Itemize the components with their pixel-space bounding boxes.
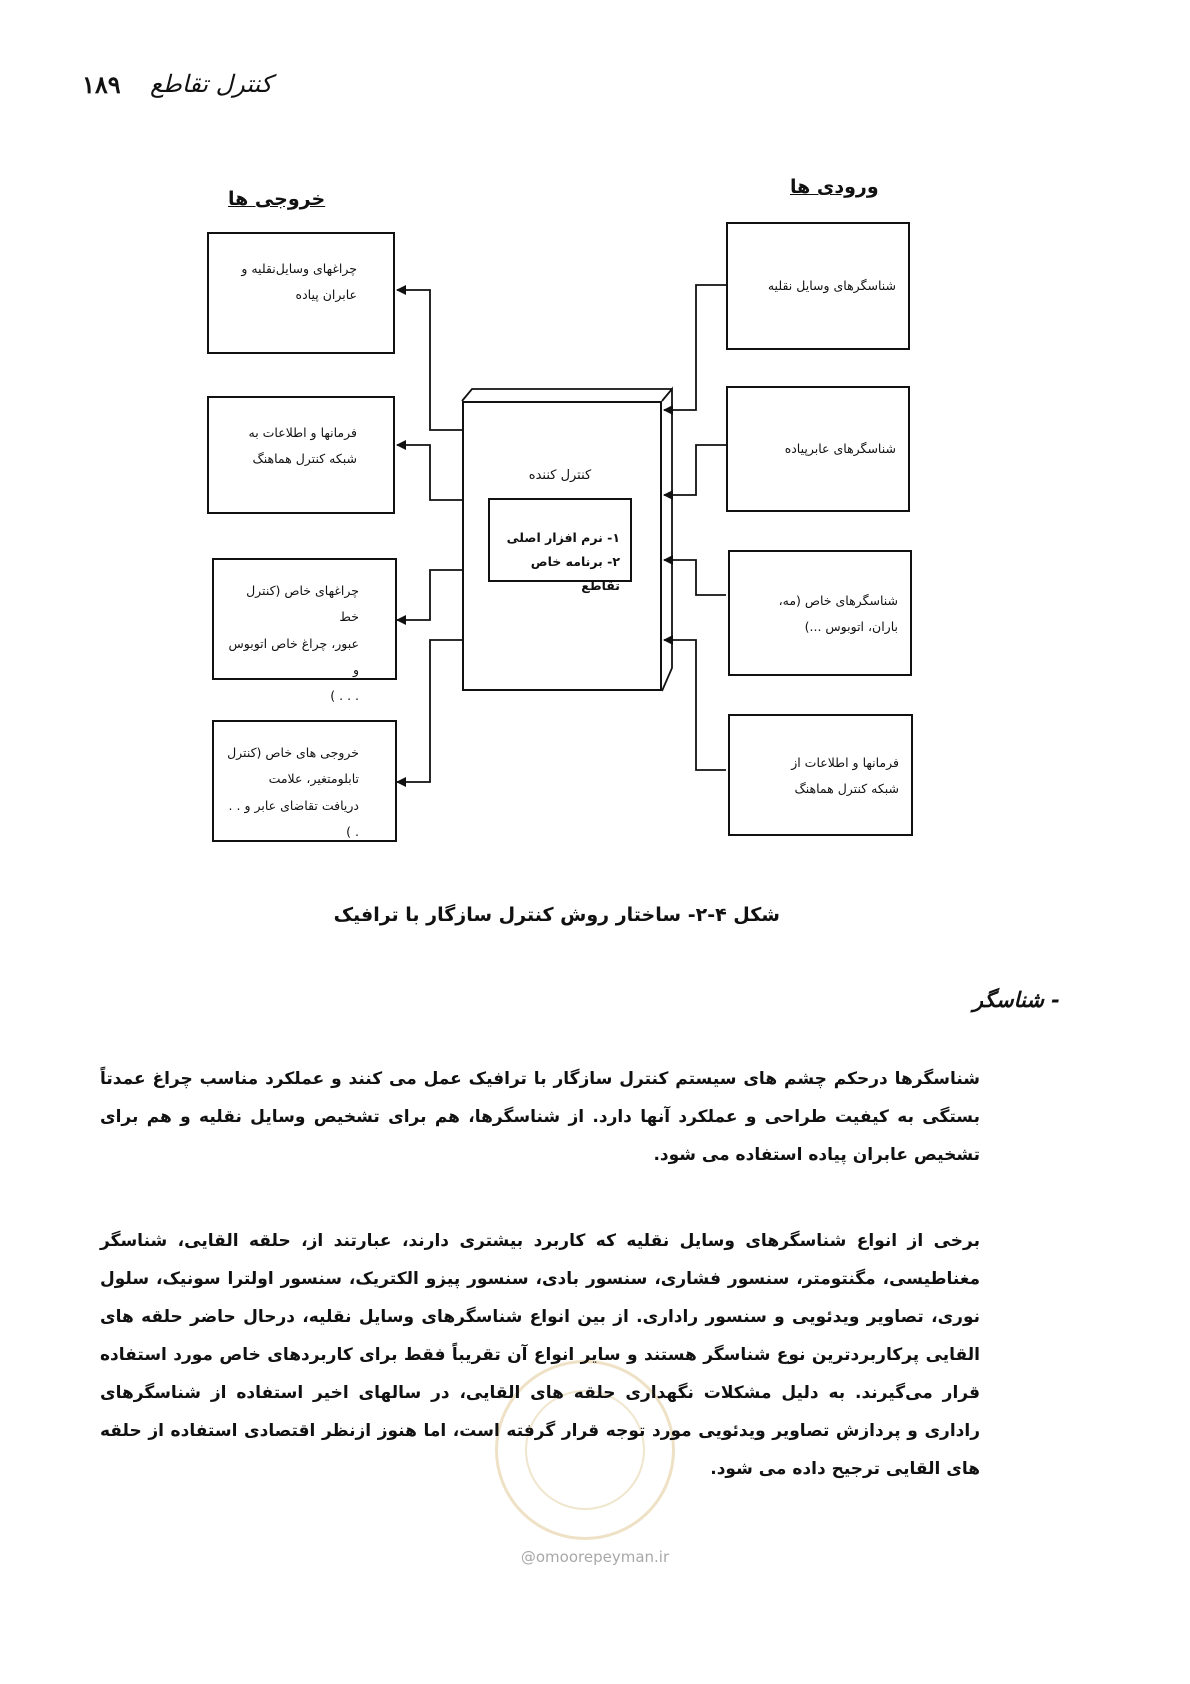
input-box-special-detectors: [728, 550, 912, 676]
output-line: فرمانها و اطلاعات به: [248, 425, 357, 440]
inputs-title: ورودی ها: [790, 176, 879, 198]
running-header-title: کنترل تقاطع: [150, 70, 273, 98]
watermark-text: @omoorepeyman.ir: [520, 1548, 670, 1566]
output-box-special-outputs: [212, 720, 397, 842]
output-line: شبکه کنترل هماهنگ: [252, 451, 357, 467]
input-box-network-commands: [728, 714, 913, 836]
body-paragraph: شناسگرها درحکم چشم های سیستم کنترل سازگار با ترافیک عمل می کنند و عملکرد مناسب چراغ عمدتاً بستگی به کیفیت طراحی و عملکرد آنها دارد. از شناسگرها، هم برای تشخیص وسایل نقلیه و هم برای تشخیص عابران پیاده استفاده می شود.: [100, 1069, 980, 1165]
input-line: شناسگرهای عابرپیاده: [784, 440, 896, 456]
output-line: تابلومتغیر، علامت: [268, 771, 359, 787]
input-line: باران، اتوبوس ...): [804, 619, 898, 635]
controller-item: ۱- نرم افزار اصلی: [506, 530, 620, 545]
controller-item: ۲- برنامه خاص تقاطع: [530, 553, 620, 593]
input-box-pedestrian-detectors: [726, 386, 910, 512]
output-box-special-lights: [212, 558, 397, 703]
output-line: چراغهای خاص (کنترل خط: [246, 583, 359, 625]
controller-programs-box: [488, 498, 632, 593]
outputs-title: خروجی ها: [228, 188, 326, 210]
page-number: ۱۸۹: [82, 70, 121, 99]
output-line: عبور، چراغ خاص اتوبوس و: [228, 635, 359, 677]
input-line: شبکه کنترل هماهنگ: [794, 781, 899, 797]
figure-caption: شکل ۴-۲- ساختار روش کنترل سازگار با ترافیک: [333, 904, 780, 926]
input-line: فرمانها و اطلاعات از: [791, 755, 899, 770]
controller-label: کنترل کننده: [528, 468, 592, 483]
output-box-network-commands: [207, 396, 395, 514]
output-line: دریافت تقاضای عابر و . . . ): [228, 797, 359, 839]
input-box-vehicle-detectors: [726, 222, 910, 350]
output-line: چراغهای وسایل‌نقلیه و: [241, 261, 357, 276]
body-paragraph: برخی از انواع شناسگرهای وسایل نقلیه که کاربرد بیشتری دارند، عبارتند از، حلقه القایی، شناسگر مغناطیسی، مگنتومتر، سنسور فشاری، سنسور بادی، سنسور پیزو الکتریک، سنسور اولترا سونیک، سلول نوری، تصاویر ویدئویی و سنسور راداری. از بین انواع شناسگرهای وسایل نقلیه، درحال حاضر حلقه های القایی پرکاربردترین نوع شناسگر هستند و سایر انواع آن تقریباً فقط برای کاربردهای خاص مورد استفاده قرار می‌گیرند. به دلیل مشکلات نگهداری حلقه های القایی، در سالهای اخیر استفاده از شناسگرهای راداری و پردازش تصاویر ویدئویی مورد توجه قرار گرفته است، اما هنوز ازنظر اقتصادی استفاده از حلقه های القایی ترجیح داده می شود.: [100, 1231, 980, 1479]
output-box-vehicle-pedestrian-lights: [207, 232, 395, 354]
output-line: خروجی های خاص (کنترل: [227, 745, 359, 760]
output-line: عابران پیاده: [295, 287, 357, 303]
input-line: شناسگرهای وسایل نقلیه: [767, 277, 896, 293]
output-line: . . . ): [330, 688, 359, 703]
section-heading: - شناسگر: [972, 988, 1060, 1012]
input-line: شناسگرهای خاص (مه،: [778, 593, 898, 608]
